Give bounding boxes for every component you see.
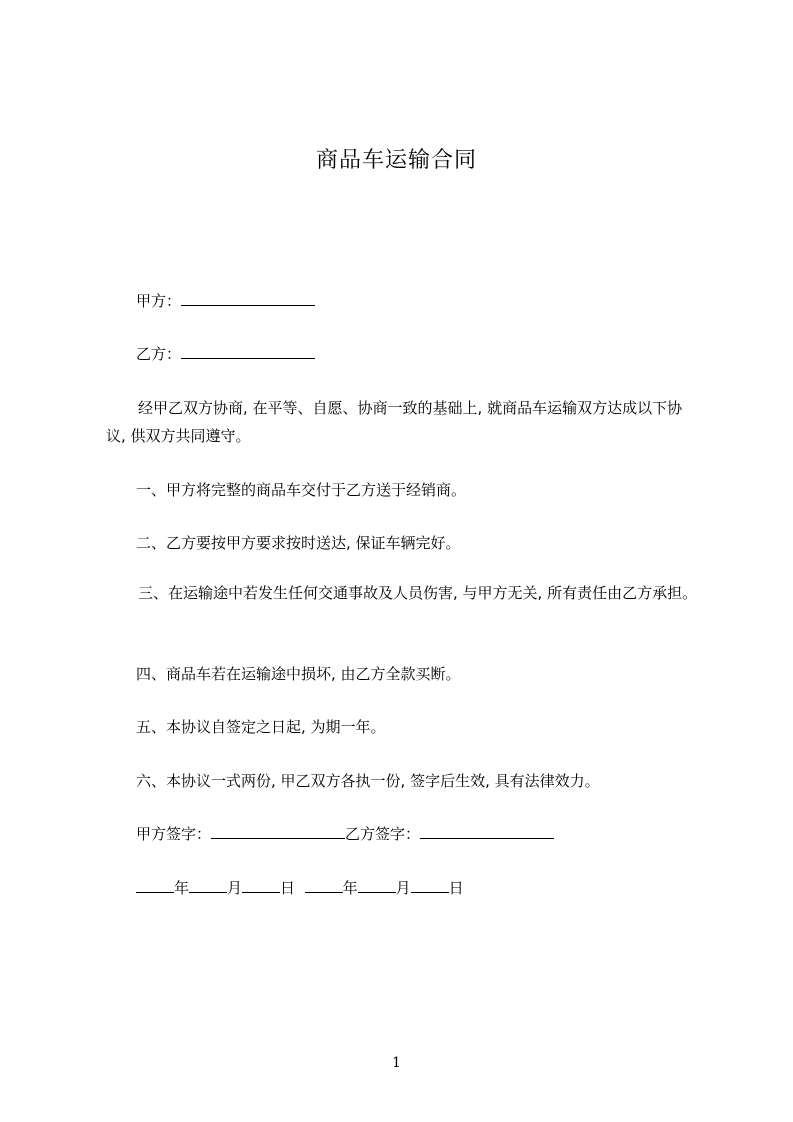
party-b-blank[interactable] bbox=[181, 343, 315, 359]
date-b-year-label: 年 bbox=[342, 879, 358, 897]
party-a-label: 甲方： bbox=[136, 292, 182, 310]
date-b-year-blank[interactable] bbox=[305, 877, 343, 893]
date-b-month-blank[interactable] bbox=[358, 877, 396, 893]
date-a-day-blank[interactable] bbox=[242, 877, 280, 893]
party-b-line bbox=[136, 343, 315, 365]
date-a-day-label: 日 bbox=[280, 879, 296, 897]
party-b-signature-blank[interactable] bbox=[420, 823, 554, 839]
party-a-signature-label: 甲方签字： bbox=[136, 825, 212, 843]
date-a-year-blank[interactable] bbox=[136, 877, 174, 893]
clause-3: 三、在运输途中若发生任何交通事故及人员伤害, 与甲方无关, 所有责任由乙方承担。 bbox=[138, 584, 698, 602]
party-a-blank[interactable] bbox=[181, 290, 315, 306]
page-number: 1 bbox=[392, 1055, 401, 1071]
date-a-month-blank[interactable] bbox=[189, 877, 227, 893]
date-b-day-label: 日 bbox=[448, 879, 464, 897]
document-title: 商品车运输合同 bbox=[315, 148, 477, 173]
date-b-day-blank[interactable] bbox=[411, 877, 449, 893]
party-b-signature-label: 乙方签字： bbox=[345, 825, 421, 843]
clause-6: 六、本协议一式两份, 甲乙双方各执一份, 签字后生效, 具有法律效力。 bbox=[136, 772, 600, 790]
clause-1: 一、甲方将完整的商品车交付于乙方送于经销商。 bbox=[136, 481, 467, 499]
party-a-signature-blank[interactable] bbox=[211, 823, 345, 839]
clause-2: 二、乙方要按甲方要求按时送达, 保证车辆完好。 bbox=[136, 534, 461, 552]
clause-5: 五、本协议自签定之日起, 为期一年。 bbox=[136, 718, 386, 736]
date-line bbox=[136, 877, 464, 899]
party-a-line bbox=[136, 290, 315, 312]
party-b-label: 乙方： bbox=[136, 345, 182, 363]
intro-paragraph: 经甲乙双方协商, 在平等、自愿、协商一致的基础上, 就商品车运输双方达成以下协议, 供双方共同遵守。 bbox=[106, 399, 683, 445]
clause-4: 四、商品车若在运输途中损坏, 由乙方全款买断。 bbox=[136, 665, 461, 683]
date-a-year-label: 年 bbox=[174, 879, 190, 897]
date-a-month-label: 月 bbox=[227, 879, 243, 897]
signature-line bbox=[136, 823, 554, 845]
date-b-month-label: 月 bbox=[395, 879, 411, 897]
